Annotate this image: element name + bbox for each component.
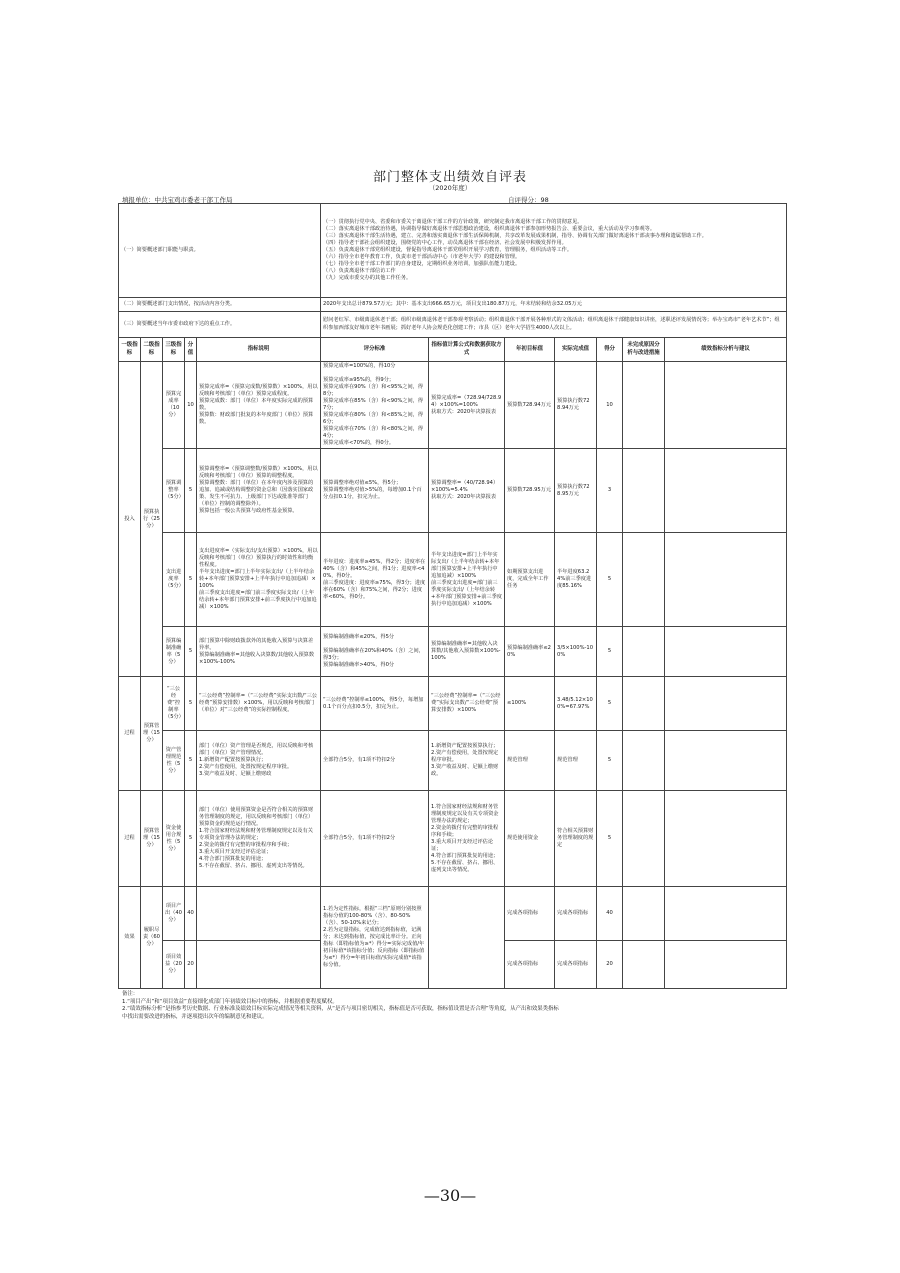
- header-cell: 得分: [597, 338, 623, 362]
- indicator-name: 支出进度率（5分）: [163, 533, 185, 627]
- indicator-name: 预算编制准确率（5分）: [163, 627, 185, 677]
- analysis-cell: [665, 731, 787, 791]
- indicator-weight: 40: [185, 887, 197, 941]
- reporting-unit: 填报单位：中共宝鸡市委老干部工作局: [122, 196, 233, 204]
- scoring-standard: 全部符合5分，有1项不符扣2分: [321, 791, 429, 887]
- indicator-weight: 5: [185, 449, 197, 533]
- reason-cell: [623, 677, 665, 731]
- reason-cell: [623, 362, 665, 449]
- table-row: [119, 362, 787, 449]
- analysis-cell: [665, 677, 787, 731]
- indicator-name: 预算完成率（10分）: [163, 362, 185, 449]
- overview-label: （三）简要概述当年市委市政府下达的重点工作。: [119, 312, 321, 338]
- scoring-standard: 预算调整率绝对值≤5%，得5分； 预算调整率绝对值>5%的，每增加0.1个百分点扣0.1分，扣完为止。: [321, 449, 429, 533]
- score-cell: 5: [597, 533, 623, 627]
- formula: 半年支出进度=部门上半年实际支出/（上半年结余转+本年部门预算安排+上半年执行中追加追减）×100% 前三季度支出进度=部门前三季度实际支出/（上年结余转+本年部门预算安排+前三季度执行中追加追减）×100%: [429, 533, 505, 627]
- formula: [429, 887, 505, 989]
- scoring-standard: 全部符合5分，有1项不符扣2分: [321, 731, 429, 791]
- indicator-name: 资产管理规范性（5分）: [163, 731, 185, 791]
- indicator-description: “三公经费”控制率=（“三公经费”实际支出数/“三公经费”预算安排数）×100%，用以反映和考核部门（单位）对“三公经费”的实际控制程度。: [197, 677, 321, 731]
- score-cell: 5: [597, 627, 623, 677]
- self-score: 自评得分：98: [508, 196, 549, 204]
- indicator-description: 部门预算中除财政拨款外的其他收入预算与决算差异率。 预算编制准确率=其他收入决算数/其他收入预算数×100%-100%: [197, 627, 321, 677]
- group-level1: 过程: [119, 677, 141, 791]
- note-item: 2.“绩效指标分析”是指参考历史数据、行业标准及绩效目标实际完成情况等相关资料，从“是否与项目密切相关，指标值是否可获取，指标值设置是否合理”等角度，从产出和效果类指标中找出需要改进的指标，并逐项提出次年的编制意见和建议。: [122, 1006, 559, 1020]
- analysis-cell: [665, 887, 787, 941]
- reason-cell: [623, 627, 665, 677]
- score-cell: 5: [597, 677, 623, 731]
- target-value: ≤100%: [505, 677, 555, 731]
- score-cell: 20: [597, 941, 623, 989]
- indicator-description: 支出进度率=（实际支出/支出预算）×100%，用以反映和考核部门（单位）预算执行的时效性和均衡性程度。 半年支出进度=部门上半年实际支出/（上半年结余转+本年部门预算安排+上半年执行中追加追减）×100% 前三季度支出进度=部门前三季度实际支出/（上年结余转+本年部门预算安排+前三季度执行中追加追减）×100%: [197, 533, 321, 627]
- header-cell: 分值: [185, 338, 197, 362]
- formula: 预算编制准确率=其他收入决算数/其他收入预算数×100%-100%: [429, 627, 505, 677]
- indicator-name: 项目产出（40分）: [163, 887, 185, 941]
- table-row: [119, 731, 787, 791]
- actual-value: 半年进度63.24%前三季度进度85.16%: [555, 533, 597, 627]
- overview-text: 慰问老红军、市级离退休老干部；组织市级离退休老干部参观考察活动；组织离退休干部开展各种形式的文体活动；组织离退休干部健康知识讲座，述职述评发展情况等；举办宝鸡市“老年艺术节”；组织参加西部友好城市老年书画展；抓好老年人协会规范化创建工作；市县（区）老年大学招生4000人次以上。: [321, 312, 787, 338]
- score-cell: 5: [597, 731, 623, 791]
- target-value: 规范使用资金: [505, 791, 555, 887]
- scoring-standard: 1.若为定性指标，根据“三档”原则分别按照指标分值的100-80%（含）、80-50%（含）、50-10%来记分； 2.若为定量指标，完成值达到指标值，记满分；未达到指标值，按完成比率计分。正向指标（即指标值为≥*）得分=实际完成值/年初目标值*该指标分值；反向指标（即指标值为≤*）得分=年初目标值/实际完成值*该指标分值。: [321, 887, 429, 989]
- group-level2: 预算管理（15分）: [141, 677, 163, 791]
- notes-title: 备注：: [122, 991, 139, 997]
- indicator-name: “三公经费”控制率（5分）: [163, 677, 185, 731]
- group-level1: 效果: [119, 887, 141, 989]
- actual-value: 3.48/5.12×100%=67.97%: [555, 677, 597, 731]
- analysis-cell: [665, 627, 787, 677]
- page-subtitle-year: （2020年度）: [428, 184, 472, 192]
- indicator-weight: 5: [185, 677, 197, 731]
- reason-cell: [623, 791, 665, 887]
- formula: 1.新增资产配置按预算执行； 2.资产有偿使用，处置按规定程序审批。 3.资产收益及时、足额上缴财政。: [429, 731, 505, 791]
- target-value: 如期预算支出进度，完成全年工作任务: [505, 533, 555, 627]
- indicator-weight: 5: [185, 627, 197, 677]
- indicator-weight: 10: [185, 362, 197, 449]
- header-cell: 指标说明: [197, 338, 321, 362]
- score-cell: 5: [597, 791, 623, 887]
- indicator-name: 预算调整率（5分）: [163, 449, 185, 533]
- scoring-standard: 预算编制准确率≤20%，得5分 预算编制准确率在20%和40%（含）之间，得3分； 预算编制准确率>40%，得0分: [321, 627, 429, 677]
- actual-value: 规范管理: [555, 731, 597, 791]
- page-title: 部门整体支出绩效自评表: [372, 170, 527, 185]
- target-value: 预算数728.95万元: [505, 449, 555, 533]
- overview-text: （一）贯彻执行党中央、省委和市委关于离退休干部工作的方针政策，研究制定我市离退休干部工作的贯彻意见。 （二）落实离退休干部政治待遇，协调指导做好离退休干部思想政治建设，组织离退休干部参加形势报告会、重要会议，重大活动及学习参观等。 （三）落实离退休干部生活待遇，建立、完善和落实离退休干部生活保障机制，共享改革发展成果机制，指导、协调有关部门做好离退休干部丧事办理和遗属帮助工作。 （四）指导老干部社会组织建设，围绕党的中心工作，动员离退休干部在经济、社会发展中积极发挥作用。 （五）负责离退休干部党组织建设，督促指导离退休干部党组织开展学习教育，管理服务，组织活动等工作。 （六）指导全市老年教育工作，负责市老干部活动中心（市老年大学）的建设和管理。 （七）指导全市老干部工作部门的自身建设，定期组织业务培训，加强队伍能力建设。 （八）负责离退休干部信访工作 （九）完成市委交办的其他工作任务。: [321, 204, 787, 298]
- formula: 预算调整率=（40/728.94）×100%=5.4% 获取方式：2020年决算报表: [429, 449, 505, 533]
- group-level1: 投入: [119, 362, 141, 677]
- notes-block: [122, 991, 562, 1021]
- evaluation-table: [118, 203, 787, 989]
- reason-cell: [623, 941, 665, 989]
- group-level2: 预算管理（15分）: [141, 791, 163, 887]
- scoring-standard: 半年进度：进度率≥45%，得2分；进度率在40%（含）和45%之间，得1分；进度率<40%，得0分。 前三季度进度：进度率≥75%，得3分；进度率在60%（含）和75%之间，得2分；进度率<60%，得0分。: [321, 533, 429, 627]
- formula: “三公经费”控制率=（“三公经费”实际支出数/“三公经费”预算安排数）×100%: [429, 677, 505, 731]
- analysis-cell: [665, 362, 787, 449]
- reason-cell: [623, 449, 665, 533]
- table-row: [119, 791, 787, 887]
- page-number: —30—: [423, 1186, 477, 1205]
- actual-value: 3/5×100%-100%: [555, 627, 597, 677]
- overview-label: （一）简要概述部门职能与职责。: [119, 204, 321, 298]
- table-row: [119, 449, 787, 533]
- score-cell: 3: [597, 449, 623, 533]
- group-level2: 预算执行（25分）: [141, 362, 163, 677]
- group-level1: 过程: [119, 791, 141, 887]
- target-value: 完成各项指标: [505, 941, 555, 989]
- indicator-description: 预算完成率=（预算完成数/预算数）×100%，用以反映和考核部门（单位）预算完成程度。 预算完成数：部门（单位）本年度实际完成的预算数。 预算数：财政部门批复的本年度部门（单位）预算数。: [197, 362, 321, 449]
- indicator-weight: 5: [185, 533, 197, 627]
- header-cell: 三级指标: [163, 338, 185, 362]
- analysis-cell: [665, 941, 787, 989]
- overview-text: 2020年支出总计879.57万元；其中：基本支出666.65万元，项目支出180.87万元，年末结转和结余32.05万元: [321, 298, 787, 312]
- overview-row-functions: [119, 204, 787, 298]
- reason-cell: [623, 887, 665, 941]
- indicator-description: 部门（单位）资产管理是否规范，用以反映和考核部门（单位）资产管理情况。 1.新增资产配置按预算执行； 2.资产有偿使用，处置按规定程序审批。 3.资产收益及时、足额上缴财政: [197, 731, 321, 791]
- overview-row-key-tasks: [119, 312, 787, 338]
- table-row: [119, 627, 787, 677]
- reason-cell: [623, 533, 665, 627]
- actual-value: 完成各项指标: [555, 887, 597, 941]
- header-cell: 年初目标值: [505, 338, 555, 362]
- actual-value: 预算执行数728.95万元: [555, 449, 597, 533]
- header-cell: 指标值计算公式和数据获取方式: [429, 338, 505, 362]
- indicator-description: [197, 887, 321, 941]
- reason-cell: [623, 731, 665, 791]
- overview-row-spending: [119, 298, 787, 312]
- actual-value: 符合相关预算财务管理制度的规定: [555, 791, 597, 887]
- indicator-weight: 5: [185, 731, 197, 791]
- indicator-weight: 5: [185, 791, 197, 887]
- indicator-name: 项目效益（20分）: [163, 941, 185, 989]
- indicator-description: [197, 941, 321, 989]
- table-row: [119, 533, 787, 627]
- header-cell: 一级指标: [119, 338, 141, 362]
- indicator-description: 预算调整率=（预算调整数/预算数）×100%，用以反映和考核部门（单位）预算的调整程度。 预算调整数：部门（单位）在本年度内涉及预算的追加、追减或结构调整的资金总和（因落实国家政策、发生不可抗力、上级部门下达或批准等部门（单位）控制的调整除外）。 预算包括一般公共预算与政府性基金预算。: [197, 449, 321, 533]
- group-level2: 履职尽责（60分）: [141, 887, 163, 989]
- actual-value: 预算执行数728.94万元: [555, 362, 597, 449]
- score-cell: 10: [597, 362, 623, 449]
- header-cell: 实际完成值: [555, 338, 597, 362]
- target-value: 完成各项指标: [505, 887, 555, 941]
- table-row: [119, 677, 787, 731]
- indicator-description: 部门（单位）使用预算资金是否符合相关的预算财务管理制度的规定，用以反映和考核部门（单位）预算资金的规范运行情况。 1.符合国家财经法规和财务管理制度规定以及有关专项资金管理办法的规定； 2.资金的拨付有完整的审批程序和手续； 3.重大项目开支经过评估论证； 4.符合部门预算批复的用途； 5.不存在截留、挤占、挪用、虚列支出等情况。: [197, 791, 321, 887]
- formula: 预算完成率=（728.94/728.94）×100%=100% 获取方式：2020年决算报表: [429, 362, 505, 449]
- target-value: 预算编制准确率≤20%: [505, 627, 555, 677]
- indicator-weight: 20: [185, 941, 197, 989]
- formula: 1.符合国家财经法规和财务管理制度规定以及有关专项资金管理办法的规定； 2.资金的拨付有完整的审批程序和手续； 3.重大项目开支经过评估论证； 4.符合部门预算批复的用途； 5.不存在截留、挤占、挪用、虚列支出等情况。: [429, 791, 505, 887]
- note-item: 1.“项目产出”和“项目效益”直接细化成部门年初绩效目标中的指标，并根据重要程度赋权。: [122, 998, 338, 1005]
- header-cell: 评分标准: [321, 338, 429, 362]
- table-row: [119, 887, 787, 941]
- header-cell: 二级指标: [141, 338, 163, 362]
- scoring-standard: 预算完成率=100%的，得10分 预算完成率≥95%的，得9分； 预算完成率在90%（含）和<95%之间，得8分； 预算完成率在85%（含）和<90%之间，得7分； 预算完成率在80%（含）和<85%之间，得6分； 预算完成率在70%（含）和<80%之间，得4分； 预算完成率<70%的，得0分。: [321, 362, 429, 449]
- analysis-cell: [665, 533, 787, 627]
- target-value: 预算数728.94万元: [505, 362, 555, 449]
- scoring-standard: “三公经费”控制率≤100%，得5分，每增加0.1个百分点扣0.5分，扣完为止。: [321, 677, 429, 731]
- score-cell: 40: [597, 887, 623, 941]
- analysis-cell: [665, 791, 787, 887]
- target-value: 规范管理: [505, 731, 555, 791]
- analysis-cell: [665, 449, 787, 533]
- header-cell: 绩效指标分析与建议: [665, 338, 787, 362]
- overview-label: （二）简要概述部门支出情况，按活动内容分类。: [119, 298, 321, 312]
- table-header: [119, 338, 787, 362]
- header-cell: 未完成原因分析与改进措施: [623, 338, 665, 362]
- indicator-name: 资金使用合规性（5分）: [163, 791, 185, 887]
- actual-value: 完成各项指标: [555, 941, 597, 989]
